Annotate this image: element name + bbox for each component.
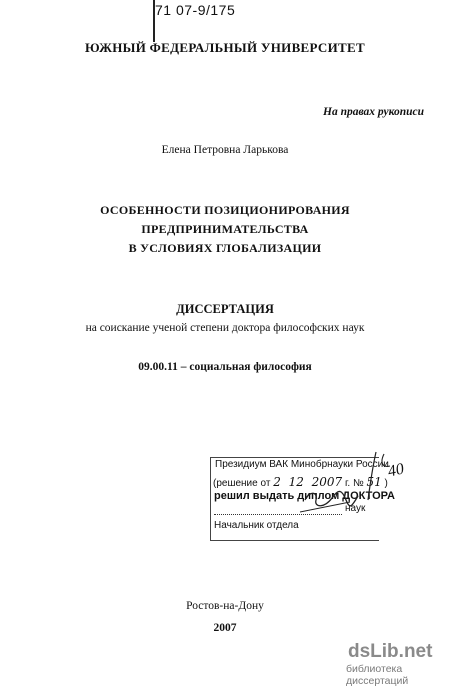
degree-line: на соискание ученой степени доктора философских наук [85,322,365,334]
stamp-decision-number: 51 [366,475,382,489]
stamp-handwriting [200,440,430,540]
stamp-decision-mid: г. № [344,478,364,489]
university-name: ЮЖНЫЙ ФЕДЕРАЛЬНЫЙ УНИВЕРСИТЕТ [85,40,365,55]
watermark-caption: библиотека диссертаций [346,663,409,687]
title-line-3: В УСЛОВИЯХ ГЛОБАЛИЗАЦИИ [128,241,322,255]
watermark-logo: dsLib.net [348,641,433,662]
stamp-decision-end: ) [384,478,388,489]
stamp-line-4: наук [345,503,366,514]
city: Ростов-на-Дону [186,600,264,612]
title-line-1: ОСОБЕННОСТИ ПОЗИЦИОНИРОВАНИЯ [100,203,350,217]
handwritten-slash [368,452,376,500]
handwritten-signature [305,491,358,505]
document-type: ДИССЕРТАЦИЯ [176,302,274,316]
author-name: Елена Петровна Ларькова [161,144,289,156]
specialty-line: 09.00.11 – социальная философия [138,361,312,373]
stamp-decision-prefix: (решение от [213,478,271,489]
rights-notice: На правах рукописи [323,106,425,118]
year: 2007 [213,622,237,634]
handwritten-stroke [300,502,350,512]
handwritten-number: 40 [386,460,406,481]
title-line-2: ПРЕДПРИНИМАТЕЛЬСТВА [141,222,309,236]
stamp-line-3: решил выдать диплом ДОКТОРА [214,490,395,502]
stamp-line-1: Президиум ВАК Минобрнауки России [215,459,389,470]
stamp-decision-date: 2 12 2007 [273,475,343,489]
stamp-line-5: Начальник отдела [214,520,299,531]
archive-number: 71 07-9/175 [155,2,236,18]
